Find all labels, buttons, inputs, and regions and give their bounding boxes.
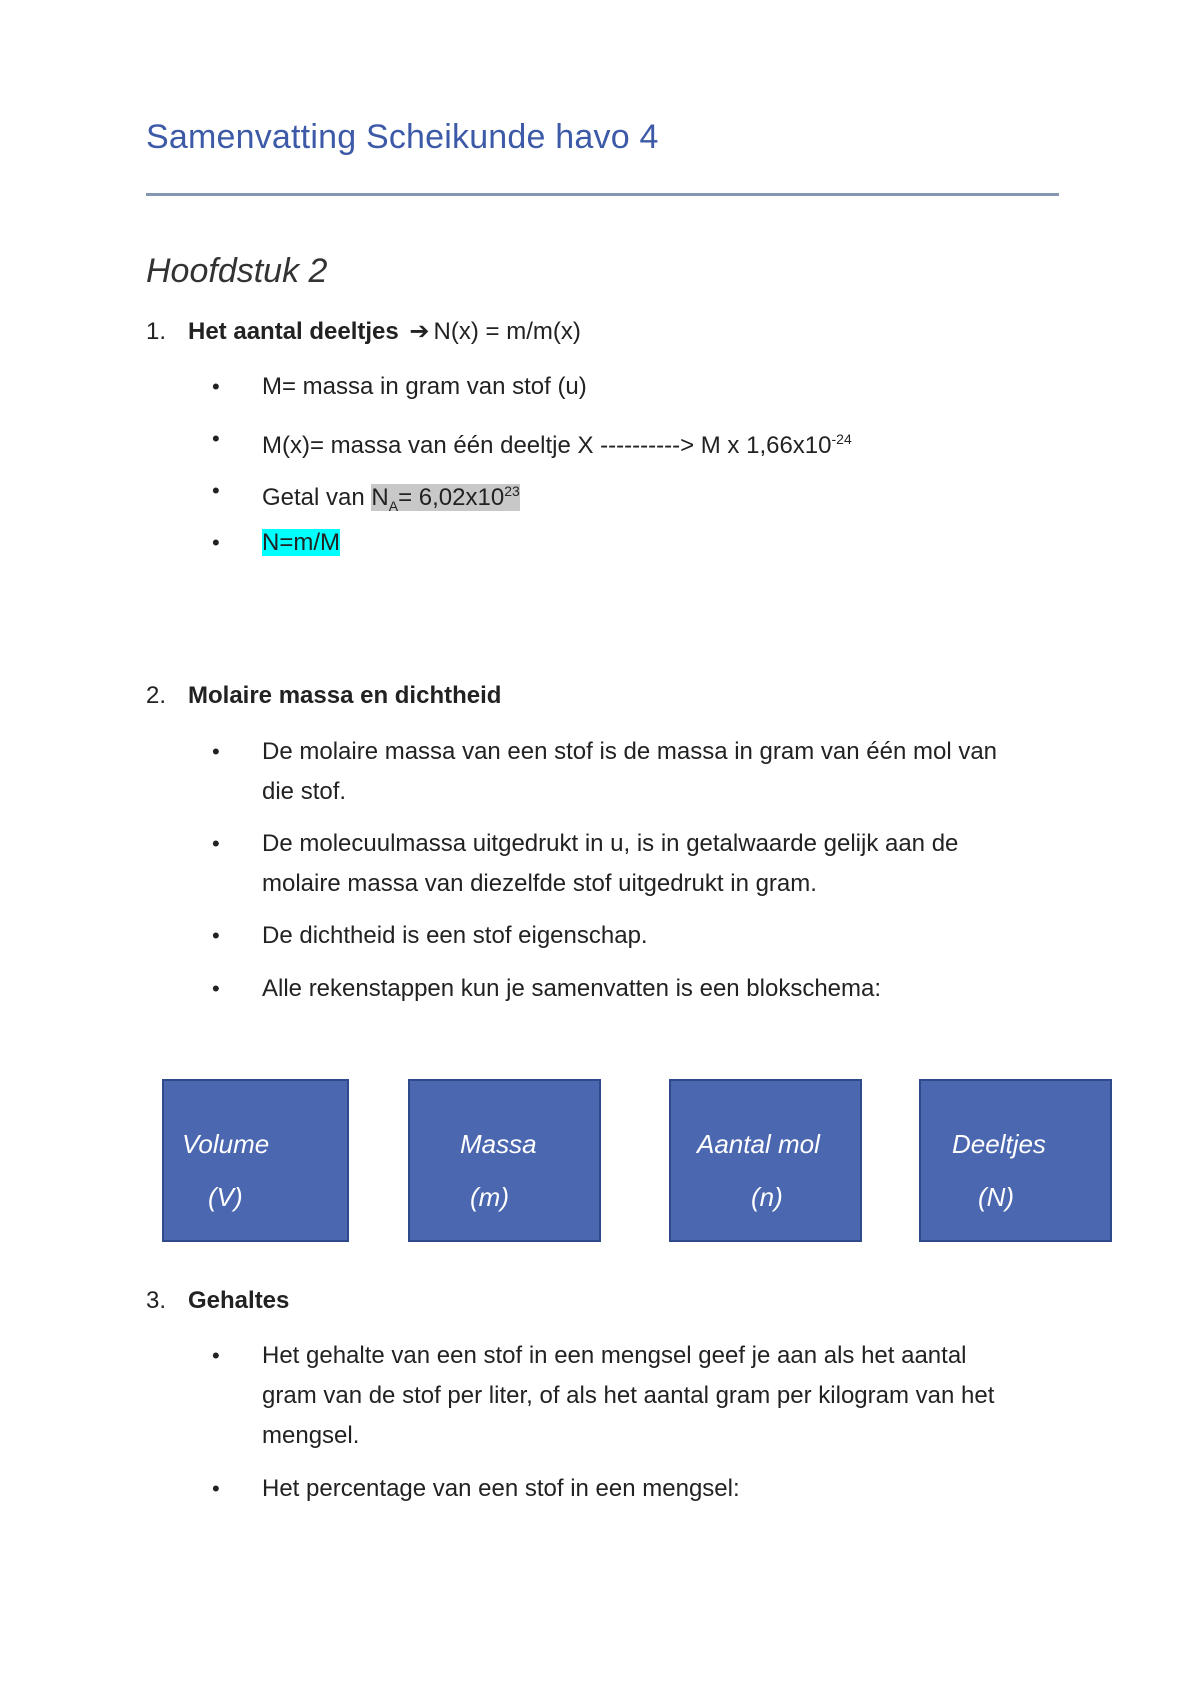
document-title: Samenvatting Scheikunde havo 4 [146, 118, 659, 156]
section-number: 3. [146, 1287, 167, 1314]
block-label: Aantal mol [697, 1129, 820, 1159]
bullet-icon: • [212, 530, 220, 555]
section-title: Het aantal deeltjes [188, 318, 399, 345]
bullet-icon: • [212, 478, 220, 503]
bullet-icon: • [212, 831, 220, 856]
list-item [212, 1469, 1066, 1509]
bullet-text: M= massa in gram van stof (u) [262, 373, 587, 400]
block-label: Massa [460, 1129, 537, 1159]
block-aantal-mol [669, 1079, 862, 1242]
block-symbol: (n) [751, 1182, 783, 1212]
block-label: Volume [182, 1129, 270, 1159]
highlighted-formula: N=m/M [262, 529, 340, 556]
bullet-text: De molecuulmassa uitgedrukt in u, is in getalwaarde gelijk aan de molaire massa van diezelfde stof uitgedrukt in gram. [262, 830, 959, 897]
bullet-text [262, 523, 1066, 563]
section-1-heading [146, 317, 581, 346]
block-volume [162, 1079, 349, 1242]
chapter-heading: Hoofdstuk 2 [146, 252, 328, 290]
section-title: Gehaltes [188, 1287, 290, 1314]
bullet-text: Het gehalte van een stof in een mengsel geef je aan als het aantal gram van de stof per liter, of als het aantal gram per kilogram van het mengsel. [262, 1342, 995, 1449]
block-label: Deeltjes [952, 1129, 1046, 1159]
section-formula: N(x) = m/m(x) [433, 318, 581, 345]
bullet-icon: • [212, 1476, 220, 1501]
bullet-icon: • [212, 923, 220, 948]
highlighted-constant: $N_A= 6,02x10^{23}$ [371, 483, 520, 514]
bullet-text: M(x)= massa van één deeltje X ----------> M x $1,66x10^{-24}$ [262, 431, 852, 459]
section-3-heading [146, 1287, 289, 1315]
list-item [212, 1336, 1066, 1456]
block-symbol: (N) [978, 1182, 1015, 1212]
bullet-icon: • [212, 1343, 220, 1368]
list-item [212, 419, 1066, 466]
bullet-icon: • [212, 374, 220, 399]
bullet-text: Alle rekenstappen kun je samenvatten is een blokschema: [262, 975, 882, 1002]
section-number: 2. [146, 682, 167, 709]
list-item [212, 732, 1066, 812]
section-number: 1. [146, 318, 167, 345]
section-title: Molaire massa en dichtheid [188, 682, 502, 709]
bullet-icon: • [212, 426, 220, 451]
bullet-text: Getal van $N_A= 6,02x10^{23}$ [262, 483, 520, 514]
list-item [212, 969, 1066, 1009]
list-item [212, 471, 1066, 526]
block-deeltjes [919, 1079, 1112, 1242]
bullet-text: De molaire massa van een stof is de massa in gram van één mol van die stof. [262, 738, 998, 805]
list-item [212, 367, 1066, 407]
arrow-right-icon: ➔ [409, 318, 430, 345]
list-item [212, 916, 1066, 956]
section-2-heading [146, 682, 501, 710]
block-symbol: (m) [470, 1182, 509, 1212]
title-divider [146, 193, 1059, 196]
bullet-text: Het percentage van een stof in een mengsel: [262, 1475, 740, 1502]
bullet-text: De dichtheid is een stof eigenschap. [262, 922, 648, 949]
block-symbol: (V) [208, 1182, 243, 1212]
bullet-icon: • [212, 976, 220, 1001]
list-item [212, 523, 1066, 563]
list-item [212, 824, 1066, 904]
block-massa [408, 1079, 601, 1242]
bullet-icon: • [212, 739, 220, 764]
